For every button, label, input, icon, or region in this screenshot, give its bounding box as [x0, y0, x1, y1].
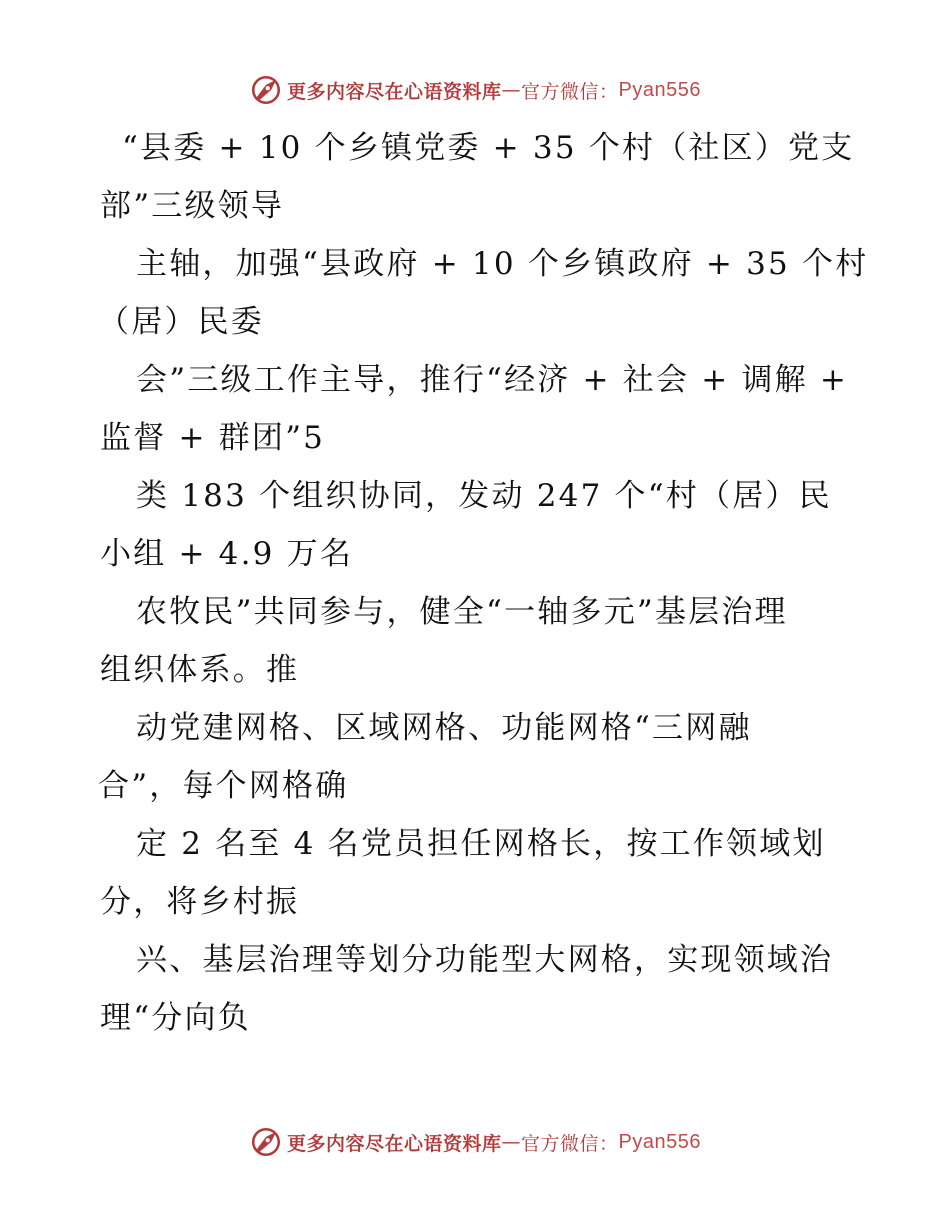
- watermark-brand: [249, 73, 701, 107]
- text-line: 动党建网格、区域网格、功能网格“三网融: [136, 710, 752, 746]
- watermark-main-text: 更多内容尽在心语资料库: [287, 1132, 502, 1155]
- text-line: 类 183 个组织协同，发动 247 个“村（居）民: [136, 478, 832, 514]
- text-line: 定 2 名至 4 名党员担任网格长，按工作领域划: [136, 826, 826, 862]
- text-line: 部”三级领导: [100, 188, 285, 224]
- watermark-sub-text: 官方微信：: [521, 1132, 619, 1155]
- text-line: 会”三级工作主导，推行“经济 + 社会 + 调解 +: [136, 362, 849, 398]
- text-line: 合”，每个网格确: [98, 768, 349, 804]
- text-line: 农牧民”共同参与，健全“一轴多元”基层治理: [136, 594, 788, 630]
- watermark-main-text: 更多内容尽在心语资料库: [287, 80, 502, 103]
- watermark-brand: [249, 1125, 701, 1159]
- watermark-id: Pyan556: [618, 78, 701, 101]
- text-line: 小组 + 4.9 万名: [100, 536, 354, 572]
- text-line: 分，将乡村振: [100, 884, 300, 920]
- text-line: “县委 + 10 个乡镇党委 + 35 个村（社区）党支: [122, 130, 855, 166]
- text-line: 监督 + 群团”5: [100, 420, 326, 456]
- text-line: 组织体系。推: [100, 652, 300, 688]
- footer-watermark: [0, 1122, 950, 1162]
- header-watermark: [0, 70, 950, 110]
- pen-nib-logo-icon: [249, 73, 283, 107]
- text-line: 兴、基层治理等划分功能型大网格，实现领域治: [136, 942, 834, 978]
- watermark-id: Pyan556: [618, 1130, 701, 1153]
- pen-nib-logo-icon: [249, 1125, 283, 1159]
- text-line: 理“分向负: [100, 1000, 251, 1036]
- text-line: 主轴，加强“县政府 + 10 个乡镇政府 + 35 个村: [136, 246, 869, 282]
- watermark-sub-text: 官方微信：: [521, 80, 619, 103]
- watermark-dash: —: [501, 1131, 522, 1153]
- watermark-dash: —: [501, 79, 522, 101]
- text-line: （居）民委: [98, 304, 264, 340]
